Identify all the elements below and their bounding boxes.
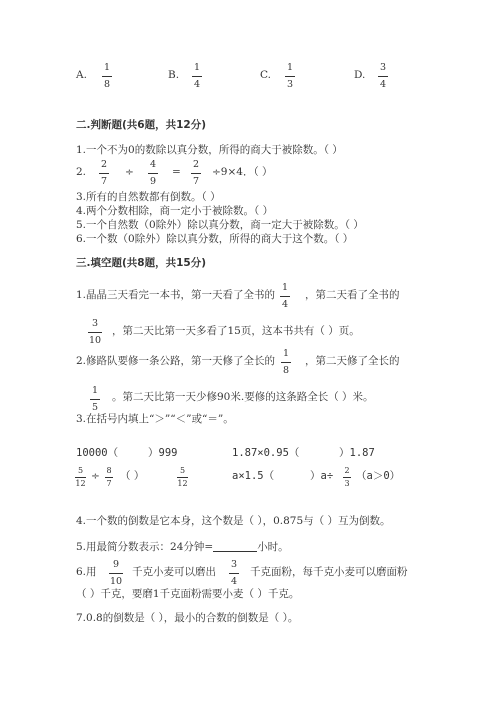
fill-q2-text-c: 。第二天比第一天少修90米.要修的这条路全长（ ）米。 — [112, 391, 374, 403]
compare-2-left: 1.87×0.95（ — [232, 447, 300, 459]
judge-q2-fraction-3: 2 7 — [192, 159, 200, 187]
fill-q2-text-a: 2.修路队要修一条公路，第一天修了全长的 — [76, 355, 276, 367]
compare-3-blank: （ ） — [120, 470, 145, 482]
section-2-title: 二.判断题(共6题，共12分) — [76, 119, 207, 131]
fill-q7: 7.0.8的倒数是（ ），最小的合数的倒数是（ ）。 — [76, 612, 299, 624]
choice-d-letter: D. — [354, 69, 366, 81]
choice-a-letter: A. — [76, 69, 87, 81]
judge-q2-fraction-2: 4 9 — [149, 159, 157, 187]
judge-q6: 6.一个数（0除外）除以真分数，所得的商大于这个数。（ ） — [76, 233, 354, 245]
fill-q1-fraction-1: 1 4 — [281, 282, 289, 310]
fill-q1-text-c: ，第二天比第一天多看了15页，这本书共有（ ）页。 — [112, 325, 360, 337]
compare-2-right: ）1.87 — [339, 447, 375, 459]
judge-q1: 1.一个不为0的数除以真分数，所得的商大于被除数。（ ） — [76, 144, 343, 156]
choice-b-fraction: 1 4 — [193, 62, 201, 90]
judge-q4: 4.两个分数相除，商一定小于被除数。（ ） — [76, 205, 274, 217]
fill-q4: 4.一个数的倒数是它本身，这个数是（ ），0.875与（ ）互为倒数。 — [76, 515, 391, 527]
fill-q6-text-a: 6.用 — [76, 566, 97, 578]
judge-q3: 3.所有的自然数都有倒数。（ ） — [76, 191, 221, 203]
fill-q5 — [76, 541, 289, 553]
compare-3-fraction-1: 5 12 — [75, 466, 86, 488]
compare-4-mid: ）a÷ — [310, 470, 334, 482]
choice-a-fraction: 1 8 — [103, 62, 111, 90]
compare-1-left: 10000（ — [76, 447, 119, 459]
judge-q2-op2: = — [172, 166, 181, 178]
judge-q2-fraction-1: 2 7 — [100, 159, 108, 187]
judge-q2-tail: ÷9×4．（ ） — [212, 166, 273, 178]
choice-c-fraction: 1 3 — [286, 62, 294, 90]
choice-c-letter: C. — [260, 69, 271, 81]
judge-q2-op1: ÷ — [125, 166, 134, 178]
fill-q1-text-a: 1.晶晶三天看完一本书，第一天看了全书的 — [76, 289, 276, 301]
compare-3-op: ÷ — [91, 470, 100, 482]
compare-4-left: a×1.5（ — [232, 470, 275, 482]
compare-3-fraction-2: 8 7 — [106, 466, 112, 488]
fill-q1-fraction-2: 3 10 — [88, 318, 102, 346]
fill-q2-fraction-2: 1 5 — [91, 385, 99, 413]
choice-b-letter: B. — [168, 69, 180, 81]
fill-q6-fraction-1: 9 10 — [109, 559, 123, 587]
fill-q2-fraction-1: 1 8 — [282, 348, 290, 376]
compare-4-condition: （a＞0） — [356, 470, 401, 482]
choice-d-fraction: 3 4 — [379, 62, 387, 90]
fill-q6-text-c: 千克面粉，每千克小麦可以磨面粉 — [250, 566, 408, 578]
fill-q2-text-b: ，第二天修了全长的 — [305, 355, 400, 367]
compare-3-fraction-3: 5 12 — [177, 466, 188, 488]
fill-q5-text-a: 5.用最简分数表示：24分钟= — [76, 541, 214, 553]
fill-q3-instruction: 3.在括号内填上“＞”“＜”或“＝”。 — [76, 413, 234, 425]
fill-q5-text-b: 小时。 — [257, 541, 289, 553]
judge-q2-label: 2. — [76, 166, 87, 178]
compare-1-right: ）999 — [148, 447, 178, 459]
fill-q6-text-b: 千克小麦可以磨出 — [132, 566, 216, 578]
fill-q6-fraction-2: 3 4 — [230, 559, 238, 587]
fill-q1-text-b: ，第二天看了全书的 — [305, 289, 400, 301]
section-3-title: 三.填空题(共8题，共15分) — [76, 257, 207, 269]
compare-4-fraction: 2 3 — [344, 466, 350, 488]
judge-q5: 5.一个自然数（0除外）除以真分数，商一定大于被除数。（ ） — [76, 219, 364, 231]
fill-q6-text-d: （ ）千克，要磨1千克面粉需要小麦（ ）千克。 — [76, 588, 300, 600]
fill-q5-blank[interactable] — [213, 541, 257, 552]
